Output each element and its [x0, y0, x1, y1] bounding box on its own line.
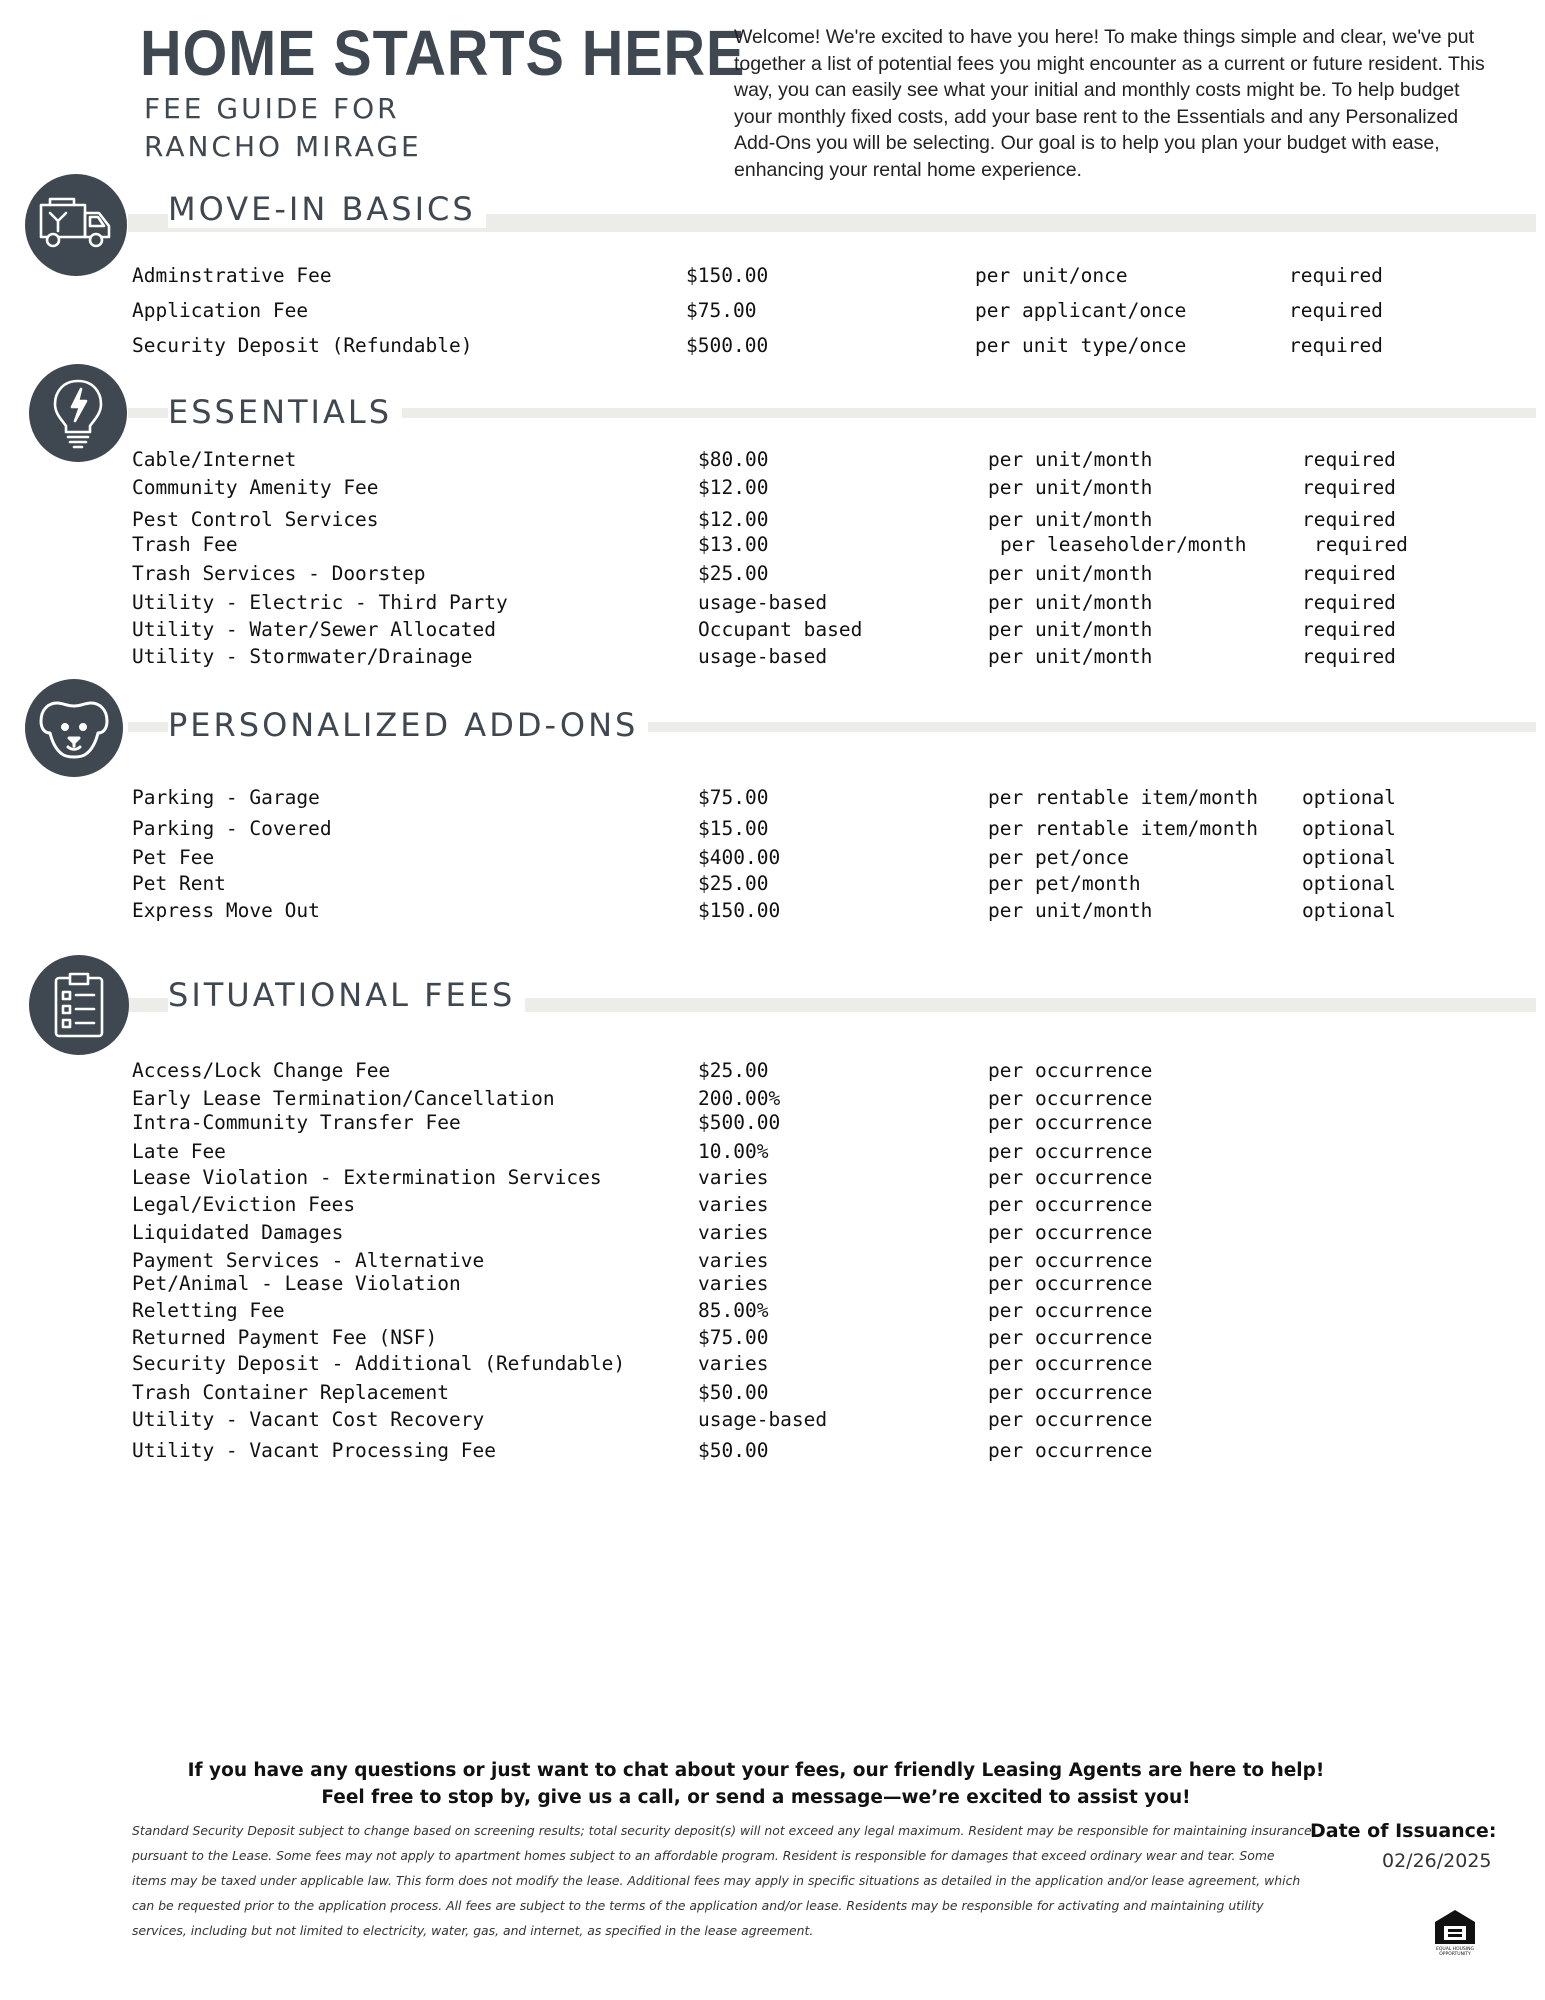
fee-basis: per occurrence	[988, 1193, 1153, 1216]
fee-name: Access/Lock Change Fee	[132, 1059, 391, 1082]
fee-name: Adminstrative Fee	[132, 264, 332, 287]
svg-text:EQUAL HOUSING: EQUAL HOUSING	[1436, 1947, 1474, 1952]
fee-amount: $500.00	[698, 1111, 781, 1134]
fee-status: required	[1302, 591, 1396, 614]
fee-basis: per unit type/once	[975, 334, 1187, 357]
fee-amount: varies	[698, 1249, 769, 1272]
fee-row	[0, 1249, 1545, 1273]
intro-paragraph: Welcome! We're excited to have you here! To make things simple and clear, we've put together a list of potential fees you might encounter as a current or future resident. This way, you can easily see what your initial and monthly costs might be. To help budget your monthly fixed costs, add your base rent to the Essentials and any Personalized Add-Ons you will be selecting. Our goal is to help you plan your budget with ease, enhancing your rental home experience.	[734, 26, 1485, 181]
fee-basis: per occurrence	[988, 1249, 1153, 1272]
fee-amount: 85.00%	[698, 1299, 769, 1322]
fee-basis: per occurrence	[988, 1381, 1153, 1404]
equal-housing-opportunity-icon	[1432, 1908, 1478, 1956]
fee-name: Reletting Fee	[132, 1299, 285, 1322]
equal-housing-logo-graphic	[1432, 1908, 1478, 1956]
fee-basis: per occurrence	[988, 1140, 1153, 1163]
fee-basis: per occurrence	[988, 1326, 1153, 1349]
fee-name: Late Fee	[132, 1140, 226, 1163]
fee-basis: per unit/month	[988, 562, 1153, 585]
fee-basis: per occurrence	[988, 1087, 1153, 1110]
fee-name: Application Fee	[132, 299, 309, 322]
fee-row	[0, 1299, 1545, 1323]
fee-basis: per rentable item/month	[988, 786, 1259, 809]
fee-amount: varies	[698, 1221, 769, 1244]
fee-amount: $15.00	[698, 817, 769, 840]
fee-status: required	[1302, 448, 1396, 471]
issuance-label: Date of Issuance:	[1310, 1820, 1497, 1842]
fee-basis: per applicant/once	[975, 299, 1187, 322]
fee-status: required	[1314, 533, 1408, 556]
fee-name: Pet Rent	[132, 872, 226, 895]
fee-name: Community Amenity Fee	[132, 476, 379, 499]
fee-name: Pet/Animal - Lease Violation	[132, 1272, 461, 1295]
fee-name: Express Move Out	[132, 899, 320, 922]
fee-basis: per pet/once	[988, 846, 1129, 869]
fee-name: Utility - Water/Sewer Allocated	[132, 618, 496, 641]
dog-icon	[25, 679, 123, 777]
fee-basis: per occurrence	[988, 1408, 1153, 1431]
fee-name: Utility - Electric - Third Party	[132, 591, 508, 614]
fee-amount: varies	[698, 1352, 769, 1375]
fee-name: Trash Services - Doorstep	[132, 562, 426, 585]
fee-row	[0, 1166, 1545, 1190]
fee-status: optional	[1302, 786, 1396, 809]
disclaimer-text: Standard Security Deposit subject to change based on screening results; total security deposit(s) will not exceed any legal maximum. Resident may be responsible for maintaining insurance pursuant to the Lease. Some fees may not apply to apartment homes subject to an affordable program. Resident is responsible for damages that exceed ordinary wear and tear. Some items may be taxed under applicable law. This form does not modify the lease. Additional fees may apply in specific situations as detailed in the application and/or lease agreement, which can be requested prior to the application process. All fees are subject to the terms of the application and/or lease. Residents may be responsible for activating and maintaining utility services, including but not limited to electricity, water, gas, and internet, as specified in the lease agreement.	[132, 1823, 1312, 1938]
fee-row	[0, 1140, 1545, 1164]
fee-amount: $75.00	[698, 1326, 769, 1349]
fee-amount: usage-based	[698, 591, 828, 614]
fee-status: required	[1289, 299, 1383, 322]
fee-name: Utility - Stormwater/Drainage	[132, 645, 473, 668]
fee-row	[0, 1087, 1545, 1111]
fee-row	[0, 533, 1545, 557]
fee-basis: per unit/month	[988, 899, 1153, 922]
fee-basis: per pet/month	[988, 872, 1141, 895]
fee-status: required	[1302, 508, 1396, 531]
fee-row	[0, 264, 1545, 288]
fee-basis: per occurrence	[988, 1272, 1153, 1295]
fee-basis: per occurrence	[988, 1221, 1153, 1244]
fee-amount: $75.00	[686, 299, 757, 322]
fee-amount: varies	[698, 1193, 769, 1216]
fee-row	[0, 476, 1545, 500]
fee-row	[0, 299, 1545, 323]
fee-row	[0, 1193, 1545, 1217]
fee-basis: per unit/month	[988, 448, 1153, 471]
fee-name: Lease Violation - Extermination Services	[132, 1166, 602, 1189]
fee-row	[0, 817, 1545, 841]
fee-status: optional	[1302, 899, 1396, 922]
fee-status: required	[1302, 562, 1396, 585]
fee-row	[0, 786, 1545, 810]
fee-name: Liquidated Damages	[132, 1221, 344, 1244]
fee-status: required	[1302, 476, 1396, 499]
fee-row	[0, 1381, 1545, 1405]
fee-basis: per occurrence	[988, 1059, 1153, 1082]
fee-amount: $400.00	[698, 846, 781, 869]
fee-name: Legal/Eviction Fees	[132, 1193, 356, 1216]
section-title-addons: PERSONALIZED ADD-ONS	[168, 706, 648, 744]
fee-status: required	[1302, 618, 1396, 641]
fee-amount: 10.00%	[698, 1140, 769, 1163]
fee-name: Trash Fee	[132, 533, 238, 556]
fee-name: Early Lease Termination/Cancellation	[132, 1087, 555, 1110]
fee-basis: per unit/once	[975, 264, 1128, 287]
moving-truck-icon	[25, 174, 127, 276]
fee-amount: $75.00	[698, 786, 769, 809]
fee-amount: $12.00	[698, 508, 769, 531]
fee-row	[0, 1221, 1545, 1245]
fee-row	[0, 618, 1545, 642]
help-message-line2: Feel free to stop by, give us a call, or send a message—we’re excited to assist you!	[321, 1787, 1191, 1808]
fee-name: Parking - Covered	[132, 817, 332, 840]
fee-basis: per unit/month	[988, 645, 1153, 668]
fee-status: optional	[1302, 872, 1396, 895]
fee-amount: Occupant based	[698, 618, 863, 641]
fee-row	[0, 1352, 1545, 1376]
fee-amount: $50.00	[698, 1439, 769, 1462]
fee-name: Intra-Community Transfer Fee	[132, 1111, 461, 1134]
fee-row	[0, 1111, 1545, 1135]
fee-name: Pest Control Services	[132, 508, 379, 531]
issuance-date: 02/26/2025	[1382, 1850, 1492, 1872]
fee-row	[0, 899, 1545, 923]
fee-basis: per unit/month	[988, 618, 1153, 641]
fee-amount: $150.00	[698, 899, 781, 922]
fee-row	[0, 846, 1545, 870]
section-title-situational: SITUATIONAL FEES	[168, 976, 525, 1014]
fee-basis: per unit/month	[988, 508, 1153, 531]
fee-amount: usage-based	[698, 645, 828, 668]
fee-basis: per rentable item/month	[988, 817, 1259, 840]
fee-row	[0, 1272, 1545, 1296]
fee-status: required	[1289, 264, 1383, 287]
fee-row	[0, 645, 1545, 669]
fee-amount: $150.00	[686, 264, 769, 287]
fee-amount: $80.00	[698, 448, 769, 471]
fee-status: optional	[1302, 817, 1396, 840]
fee-row	[0, 1326, 1545, 1350]
fee-row	[0, 872, 1545, 896]
fee-row	[0, 334, 1545, 358]
fee-row	[0, 1059, 1545, 1083]
fee-amount: usage-based	[698, 1408, 828, 1431]
svg-text:OPPORTUNITY: OPPORTUNITY	[1439, 1952, 1471, 1956]
section-title-move-in: MOVE-IN BASICS	[168, 190, 486, 228]
fee-name: Trash Container Replacement	[132, 1381, 449, 1404]
fee-basis: per occurrence	[988, 1166, 1153, 1189]
fee-row	[0, 562, 1545, 586]
fee-row	[0, 1439, 1545, 1463]
fee-name: Pet Fee	[132, 846, 215, 869]
page-subtitle-line1: FEE GUIDE FOR	[144, 92, 400, 125]
fee-name: Utility - Vacant Cost Recovery	[132, 1408, 485, 1431]
fee-amount: $13.00	[698, 533, 769, 556]
section-title-essentials: ESSENTIALS	[168, 393, 402, 431]
page-title: HOME STARTS HERE	[140, 17, 746, 89]
fee-basis: per occurrence	[988, 1439, 1153, 1462]
fee-basis: per occurrence	[988, 1299, 1153, 1322]
fee-row	[0, 1408, 1545, 1432]
fee-amount: $25.00	[698, 1059, 769, 1082]
fee-status: optional	[1302, 846, 1396, 869]
fee-amount: $50.00	[698, 1381, 769, 1404]
fee-name: Security Deposit (Refundable)	[132, 334, 473, 357]
fee-status: required	[1289, 334, 1383, 357]
fee-basis: per unit/month	[988, 476, 1153, 499]
fee-amount: varies	[698, 1272, 769, 1295]
fee-row	[0, 591, 1545, 615]
fee-status: required	[1302, 645, 1396, 668]
fee-amount: $25.00	[698, 562, 769, 585]
fee-name: Utility - Vacant Processing Fee	[132, 1439, 496, 1462]
help-message-line1: If you have any questions or just want to chat about your fees, our friendly Leasing Agents are here to help!	[187, 1760, 1325, 1781]
fee-name: Security Deposit - Additional (Refundable)	[132, 1352, 626, 1375]
fee-name: Cable/Internet	[132, 448, 297, 471]
fee-amount: $500.00	[686, 334, 769, 357]
fee-basis: per occurrence	[988, 1352, 1153, 1375]
clipboard-checklist-icon	[29, 955, 129, 1055]
fee-name: Payment Services - Alternative	[132, 1249, 485, 1272]
fee-amount: 200.00%	[698, 1087, 781, 1110]
fee-basis: per occurrence	[988, 1111, 1153, 1134]
fee-amount: $12.00	[698, 476, 769, 499]
fee-name: Parking - Garage	[132, 786, 320, 809]
fee-basis: per leaseholder/month	[1000, 533, 1247, 556]
fee-row	[0, 508, 1545, 532]
fee-amount: varies	[698, 1166, 769, 1189]
fee-basis: per unit/month	[988, 591, 1153, 614]
fee-amount: $25.00	[698, 872, 769, 895]
fee-name: Returned Payment Fee (NSF)	[132, 1326, 438, 1349]
page-subtitle-line2: RANCHO MIRAGE	[144, 130, 422, 163]
fee-row	[0, 448, 1545, 472]
